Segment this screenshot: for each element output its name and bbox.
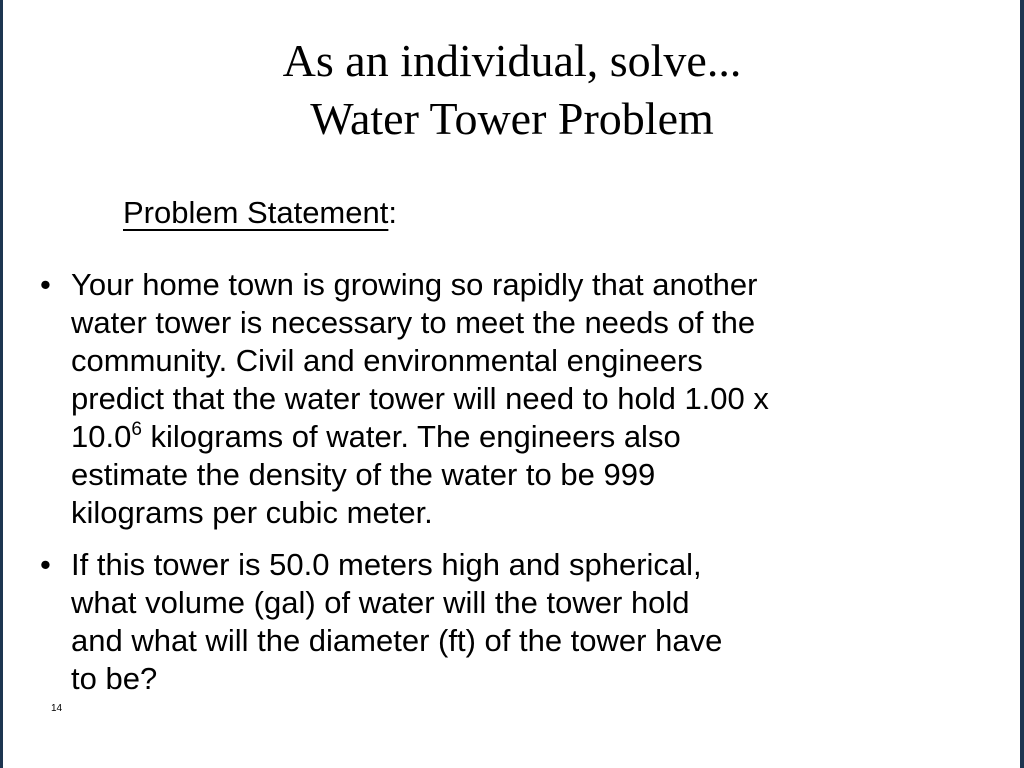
bullet1-line3: community. Civil and environmental engineers xyxy=(71,343,703,378)
bullet2-line3: and what will the diameter (ft) of the tower have xyxy=(71,623,723,658)
bullet2-line1: If this tower is 50.0 meters high and spherical, xyxy=(71,547,702,582)
bullet2-line4: to be? xyxy=(71,661,158,696)
mass-rest: kilograms of water. The engineers also xyxy=(141,419,681,454)
problem-statement-label: Problem Statement xyxy=(123,195,389,230)
bullet-list xyxy=(40,266,1000,698)
problem-statement-heading xyxy=(123,194,397,232)
bullet1-line6: estimate the density of the water to be 999 xyxy=(71,457,656,492)
mass-base: 10.0 xyxy=(71,419,132,454)
bullet2-line2: what volume (gal) of water will the tower hold xyxy=(71,585,690,620)
slide-title xyxy=(0,32,1024,148)
bullet-dot: • xyxy=(40,267,51,302)
mass-exponent: 6 xyxy=(131,419,142,440)
page-number: 14 xyxy=(51,703,63,714)
bullet1-line2: water tower is necessary to meet the needs of the xyxy=(71,305,756,340)
bullet1-line4: predict that the water tower will need to hold 1.00 x xyxy=(71,381,769,416)
bullet-dot: • xyxy=(40,547,51,582)
title-line-1: As an individual, solve... xyxy=(282,35,742,86)
problem-statement-colon: : xyxy=(388,195,397,230)
bullet-item-problem xyxy=(40,266,1000,532)
bullet1-line5 xyxy=(71,418,1000,456)
bullet1-line7: kilograms per cubic meter. xyxy=(71,495,433,530)
title-line-2: Water Tower Problem xyxy=(310,93,714,144)
bullet-item-question xyxy=(40,546,1000,698)
bullet1-line1: Your home town is growing so rapidly that another xyxy=(71,267,758,302)
